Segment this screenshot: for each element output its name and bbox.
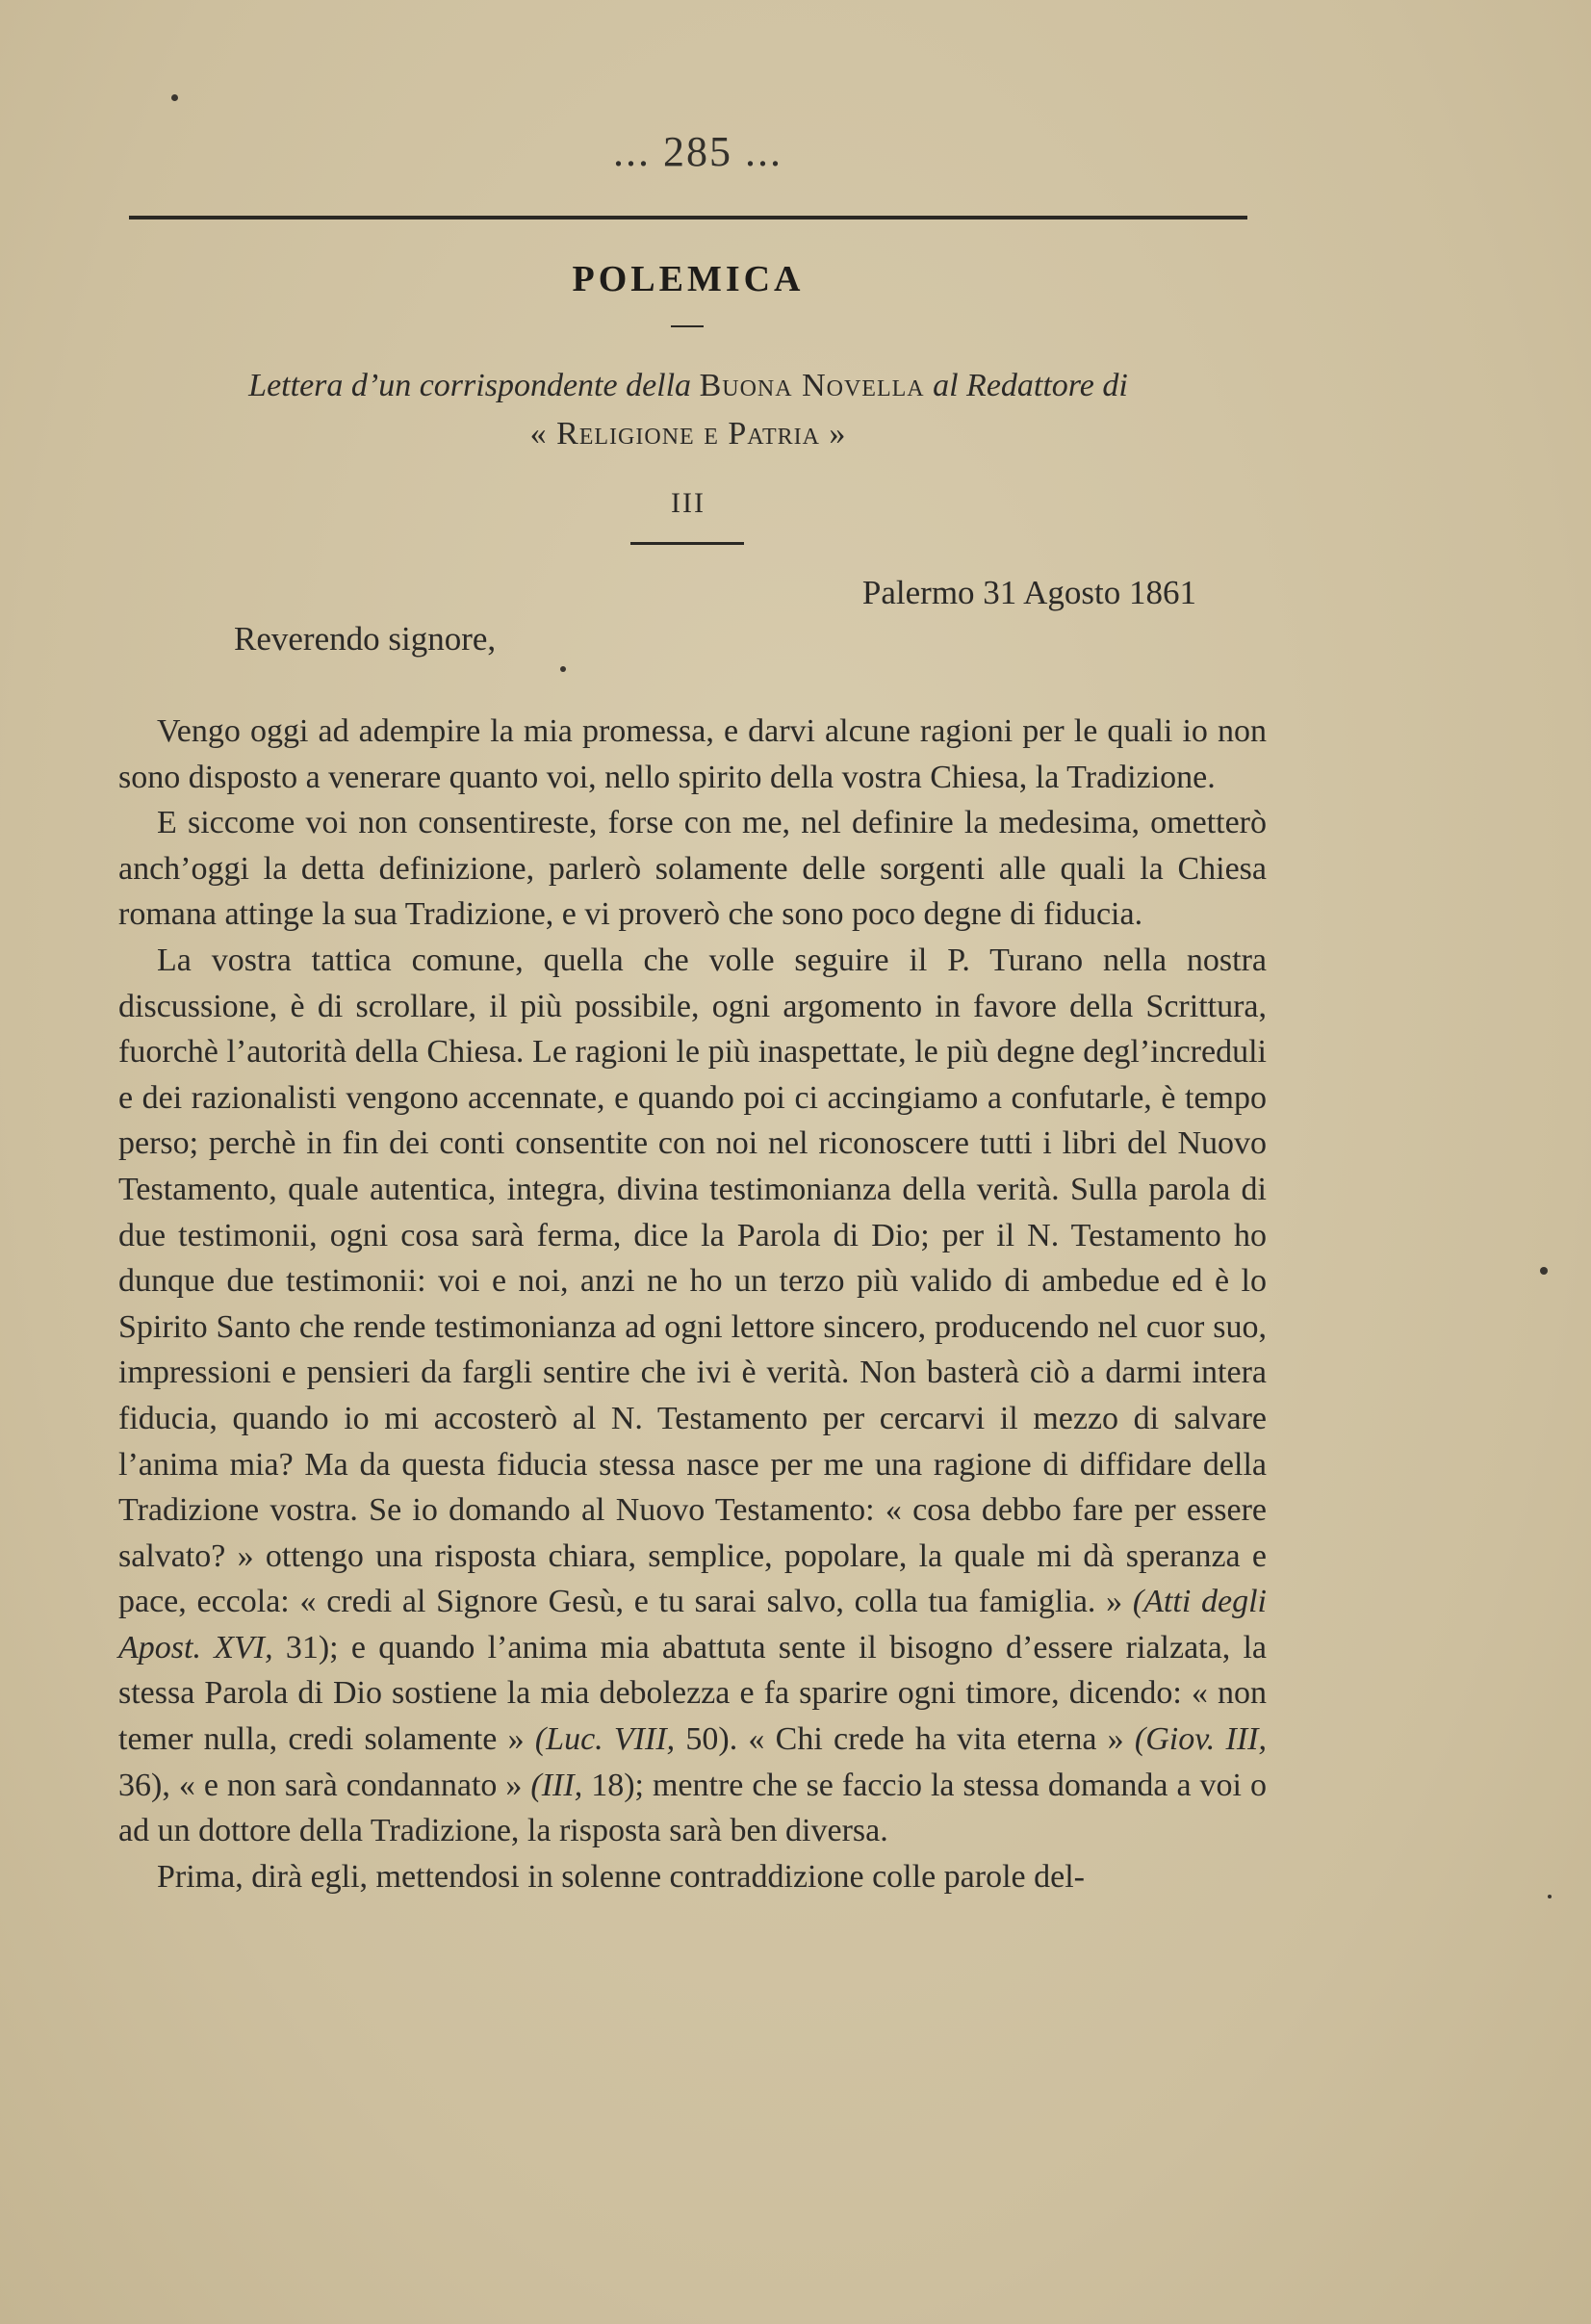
p3-text-3: 50). « Chi crede ha vita eterna » — [675, 1721, 1135, 1758]
paragraph-1: Vengo oggi ad adempire la mia promessa, e darvi alcune ragioni per le quali io non sono disposto a venerare quanto voi, nello spirito della vostra Chiesa, la Tradizione. — [118, 713, 1267, 795]
subtitle-line2: « Religione e Patria » — [529, 416, 847, 452]
p3-text-4: 36), « e non sarà condannato » — [118, 1767, 531, 1803]
p3-text-1: La vostra tattica comune, quella che volle seguire il P. Turano nella nostra discussione, è di scrollare, il più possibile, ogni argomento in favore della Scrittura, fuorchè l’autorità della Chiesa. Le ragioni le più inaspettate, le più degne degl’increduli e dei razionalisti vengono accennate, e quando poi ci accingiamo a confutarle, è tempo perso; perchè in fin dei conti consentite con noi nel riconoscere tutti i libri del Nuovo Testamento, quale autentica, integra, divina testimonianza della verità. Sulla parola di due testimonii, ogni cosa sarà ferma, dice la Parola di Dio; per il N. Testamento ho dunque due testimonii: voi e noi, anzi ne ho un terzo più valido di ambedue ed è lo Spirito Santo che rende testimonianza ad ogni lettore sincero, producendo nel cuor suo, impressioni e pensieri da fargli sentire che ivi è verità. Non basterà ciò a darmi intera fiducia, quando io mi accosterò al N. Testamento per cercarvi il mezzo di salvare l’anima mia? Ma da questa fiducia stessa nasce per me una ragione di diffidare della Tradizione vostra. Se io domando al Nuovo Testamento: « cosa debbo fare per essere salvato? » ottengo una risposta chiara, semplice, popolare, la quale mi dà speranza e pace, eccola: « credi al Signore Gesù, e tu sarai salvo, colla tua famiglia. » — [118, 942, 1267, 1620]
subtitle-part1: Lettera d’un corrispondente della — [248, 368, 692, 403]
paper-speck — [1540, 1267, 1548, 1275]
paragraph-2: E siccome voi non consentireste, forse con me, nel definire la medesima, ometterò anch’oggi la detta definizione, parlerò solamente delle sorgenti alle quali la Chiesa romana attinge la sua Tradizione, e vi proverò che sono poco degne di fiducia. — [118, 805, 1267, 933]
paragraph-3 — [118, 938, 1267, 1854]
p3-ref-4: (III, — [530, 1767, 583, 1803]
letter-numeral: III — [671, 487, 706, 519]
subtitle-journal: Buona Novella — [699, 368, 925, 403]
header-rule — [129, 216, 1247, 219]
p3-ref-2: (Luc. VIII, — [534, 1721, 676, 1758]
paragraph-4: Prima, dirà egli, mettendosi in solenne contraddizione colle parole del- — [157, 1858, 1085, 1895]
paper-speck — [171, 94, 178, 101]
page-number: ... 285 ... — [613, 128, 783, 175]
numeral-rule — [630, 542, 744, 545]
section-title: POLEMICA — [572, 259, 805, 299]
subtitle-part2: al Redattore di — [933, 368, 1128, 403]
p3-text-2: 31); e quando l’anima mia abattuta sente il bisogno d’essere rialzata, la stessa Parola di Dio sostiene la mia debolezza e fa sparire ogni timore, dicendo: « non temer nulla, credi solamente » — [118, 1629, 1267, 1758]
p3-text-5: 18); mentre che se faccio la stessa domanda a voi o ad un dottore della Tradizione, la risposta sarà ben diversa. — [118, 1767, 1267, 1849]
paper-speck — [1548, 1895, 1552, 1898]
p3-ref-3: (Giov. III, — [1134, 1721, 1267, 1758]
p3-ref-1: (Atti degli Apost. XVI, — [118, 1584, 1267, 1666]
salutation: Reverendo signore, — [234, 620, 497, 658]
letter-body — [118, 709, 1267, 1899]
title-dash — [671, 325, 704, 327]
paper-speck — [560, 666, 566, 672]
letter-date: Palermo 31 Agosto 1861 — [861, 574, 1196, 611]
article-subtitle — [115, 362, 1261, 458]
